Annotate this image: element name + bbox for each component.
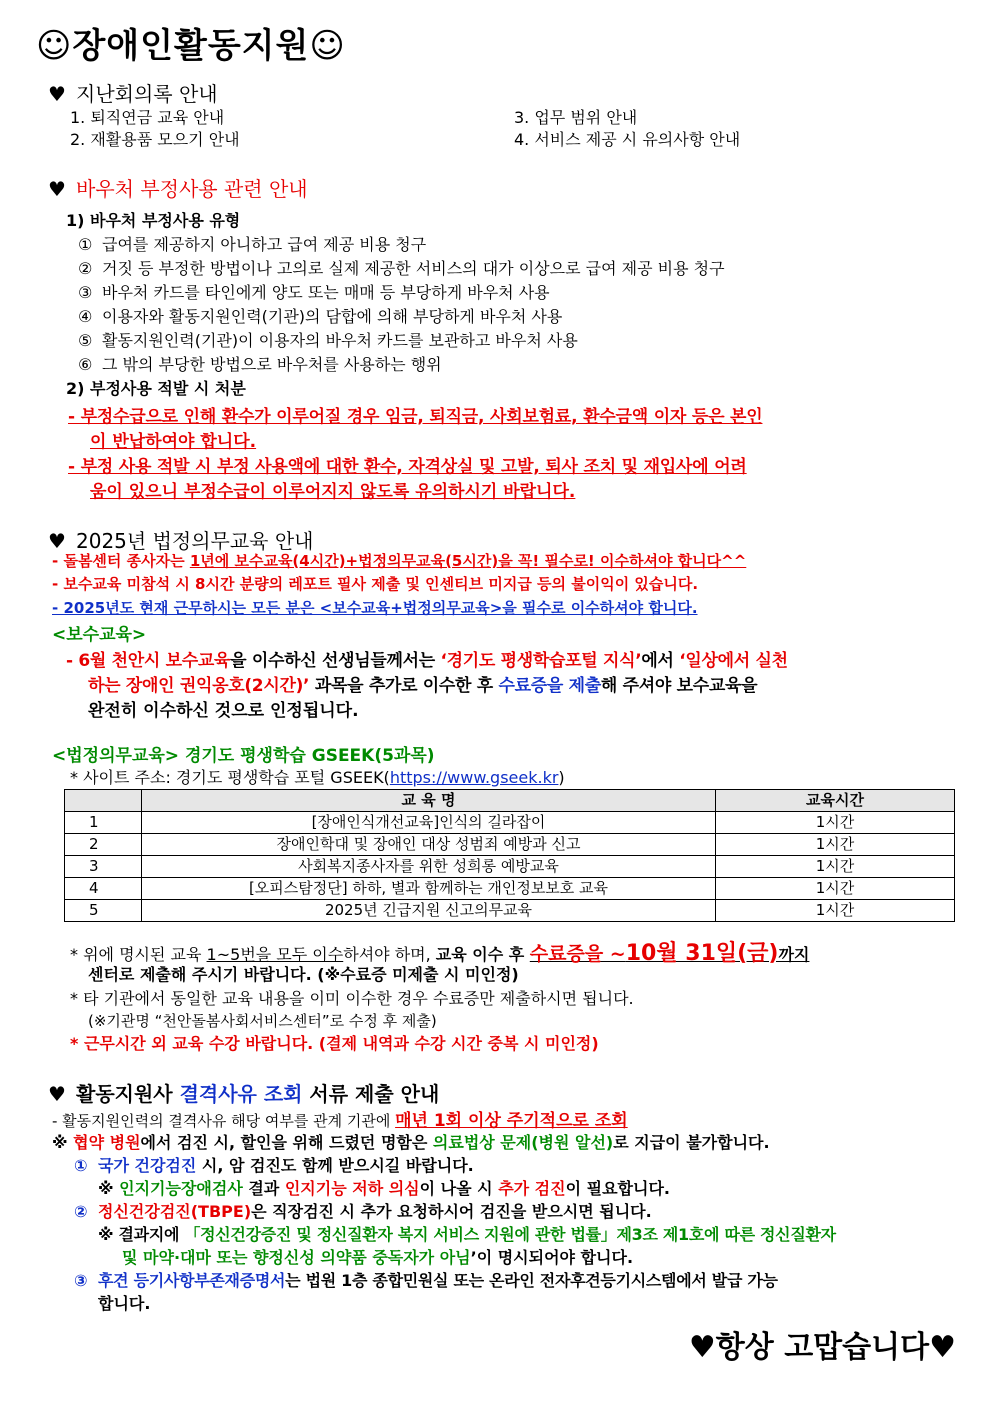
check-item-1-note: ※ 인지기능장애검사 결과 인지기능 저하 의심이 나올 시 추가 검진이 필요합니다. bbox=[98, 1179, 670, 1198]
deadline-note-cont: 센터로 제출해 주시기 바랍니다. (※수료증 미제출 시 미인정) bbox=[88, 965, 519, 984]
check-item-3: ③ 후견 등기사항부존재증명서는 법원 1층 종합민원실 또는 온라인 전자후견등기시스템에서 발급 가능 bbox=[74, 1271, 778, 1290]
table-row: 3 사회복지종사자를 위한 성희롱 예방교육 1시간 bbox=[65, 856, 955, 878]
crim-heading: ♥ 활동지원사 결격사유 조회 서류 제출 안내 bbox=[48, 1082, 440, 1106]
crim-line-1: - 활동지원인력의 결격사유 해당 여부를 관계 기관에 매년 1회 이상 주기적으로 조회 bbox=[52, 1111, 628, 1131]
gseek-link[interactable]: https://www.gseek.kr bbox=[389, 768, 559, 787]
crim-line-2: ※ 협약 병원에서 검진 시, 할인을 위해 드렸던 명함은 의료법상 문제(병원 알선)로 지급이 불가합니다. bbox=[52, 1133, 770, 1152]
penalty-text-1: - 부정수급으로 인해 환수가 이루어질 경우 임금, 퇴직금, 사회보험료, 환수금액 이자 등은 본인 bbox=[68, 407, 763, 427]
voucher-heading: ♥ 바우처 부정사용 관련 안내 bbox=[48, 177, 308, 201]
voucher-type: ③ 바우처 카드를 타인에게 양도 또는 매매 등 부당하게 바우처 사용 bbox=[78, 283, 550, 302]
heart-icon: ♥ bbox=[48, 177, 66, 201]
bosu-label: <보수교육> bbox=[52, 625, 147, 645]
voucher-type: ⑥ 그 밖의 부당한 방법으로 바우처를 사용하는 행위 bbox=[78, 355, 442, 374]
check-item-3-cont: 합니다. bbox=[98, 1294, 151, 1313]
legal-label: <법정의무교육> 경기도 평생학습 GSEEK(5과목) bbox=[52, 746, 435, 766]
minutes-item-4: 4. 서비스 제공 시 유의사항 안내 bbox=[514, 130, 741, 149]
table-row: 1 [장애인식개선교육]인식의 길라잡이 1시간 bbox=[65, 812, 955, 834]
voucher-type: ② 거짓 등 부정한 방법이나 고의로 실제 제공한 서비스의 대가 이상으로 급여 제공 비용 청구 bbox=[78, 259, 725, 278]
voucher-type: ① 급여를 제공하지 아니하고 급여 제공 비용 청구 bbox=[78, 235, 427, 254]
heart-icon: ♥ bbox=[48, 1082, 66, 1106]
voucher-sub-types: 1) 바우처 부정사용 유형 bbox=[66, 211, 241, 230]
minutes-item-3: 3. 업무 범위 안내 bbox=[514, 108, 638, 127]
heart-icon: ♥ bbox=[48, 529, 66, 553]
education-table bbox=[64, 789, 955, 922]
heart-icon: ♥ bbox=[48, 82, 66, 106]
table-row: 5 2025년 긴급지원 신고의무교육 1시간 bbox=[65, 900, 955, 922]
page-title: ☺장애인활동지원☺ bbox=[36, 26, 346, 66]
minutes-item-1: 1. 퇴직연금 교육 안내 bbox=[70, 108, 225, 127]
edu-notice-1: - 돌봄센터 종사자는 1년에 보수교육(4시간)+법정의무교육(5시간)을 꼭! 필수로! 이수하셔야 합니다^^ bbox=[52, 552, 747, 570]
penalty-text-1-cont: 이 반납하여야 합니다. bbox=[90, 432, 257, 452]
site-address: * 사이트 주소: 경기도 평생학습 포털 GSEEK(https://www.gseek.kr) bbox=[70, 768, 565, 787]
bosu-text-1: - 6월 천안시 보수교육을 이수하신 선생님들께서는 ‘경기도 평생학습포털 지식’에서 ‘일상에서 실천 bbox=[66, 651, 788, 671]
check-item-2-note: ※ 결과지에 「정신건강증진 및 정신질환자 복지 서비스 지원에 관한 법률」제3조 제1호에 따른 정신질환자 bbox=[98, 1225, 836, 1244]
table-header: 교 육 명 교육시간 bbox=[65, 790, 955, 812]
minutes-heading: ♥ 지난회의록 안내 bbox=[48, 82, 218, 106]
table-row: 4 [오피스탐정단] 하하, 별과 함께하는 개인정보보호 교육 1시간 bbox=[65, 878, 955, 900]
bosu-text-2: 하는 장애인 권익옹호(2시간)’ 과목을 추가로 이수한 후 수료증을 제출해 주셔야 보수교육을 bbox=[88, 676, 758, 696]
voucher-sub-penalty: 2) 부정사용 적발 시 처분 bbox=[66, 379, 246, 398]
voucher-type: ⑤ 활동지원인력(기관)이 이용자의 바우처 카드를 보관하고 바우처 사용 bbox=[78, 331, 578, 350]
bosu-text-3: 완전히 이수하신 것으로 인정됩니다. bbox=[88, 701, 359, 721]
minutes-item-2: 2. 재활용품 모으기 안내 bbox=[70, 130, 240, 149]
check-item-1: ① 국가 건강검진 시, 암 검진도 함께 받으시길 바랍니다. bbox=[74, 1156, 474, 1175]
agency-name-note: (※기관명 “천안돌봄사회서비스센터”로 수정 후 제출) bbox=[88, 1012, 437, 1030]
work-hours-note: * 근무시간 외 교육 수강 바랍니다. (결제 내역과 수강 시간 중복 시 미인정) bbox=[70, 1034, 599, 1053]
penalty-text-2: - 부정 사용 적발 시 부정 사용액에 대한 환수, 자격상실 및 고발, 퇴사 조치 및 재입사에 어려 bbox=[68, 457, 747, 477]
penalty-text-2-cont: 움이 있으니 부정수급이 이루어지지 않도록 유의하시기 바랍니다. bbox=[90, 482, 576, 502]
edu-notice-2: - 보수교육 미참석 시 8시간 분량의 레포트 필사 제출 및 인센티브 미지급 등의 불이익이 있습니다. bbox=[52, 575, 699, 593]
edu-notice-3: - 2025년도 현재 근무하시는 모든 분은 <보수교육+법정의무교육>을 필수로 이수하셔야 합니다. bbox=[52, 599, 698, 617]
table-row: 2 장애인학대 및 장애인 대상 성범죄 예방과 신고 1시간 bbox=[65, 834, 955, 856]
voucher-type: ④ 이용자와 활동지원인력(기관)의 담합에 의해 부당하게 바우처 사용 bbox=[78, 307, 563, 326]
closing-message: ♥항상 고맙습니다♥ bbox=[688, 1330, 956, 1365]
check-item-2-note-cont: 및 마약·대마 또는 향정신성 의약품 중독자가 아님’이 명시되어야 합니다. bbox=[122, 1248, 634, 1267]
other-agency-note: * 타 기관에서 동일한 교육 내용을 이미 이수한 경우 수료증만 제출하시면 됩니다. bbox=[70, 989, 634, 1008]
edu-heading: ♥ 2025년 법정의무교육 안내 bbox=[48, 529, 314, 553]
deadline-note: * 위에 명시된 교육 1~5번을 모두 이수하셔야 하며, 교육 이수 후 수료증을 ~10월 31일(금)까지 bbox=[70, 941, 810, 966]
check-item-2: ② 정신건강검진(TBPE)은 직장검진 시 추가 요청하시어 검진을 받으시면 됩니다. bbox=[74, 1202, 652, 1221]
